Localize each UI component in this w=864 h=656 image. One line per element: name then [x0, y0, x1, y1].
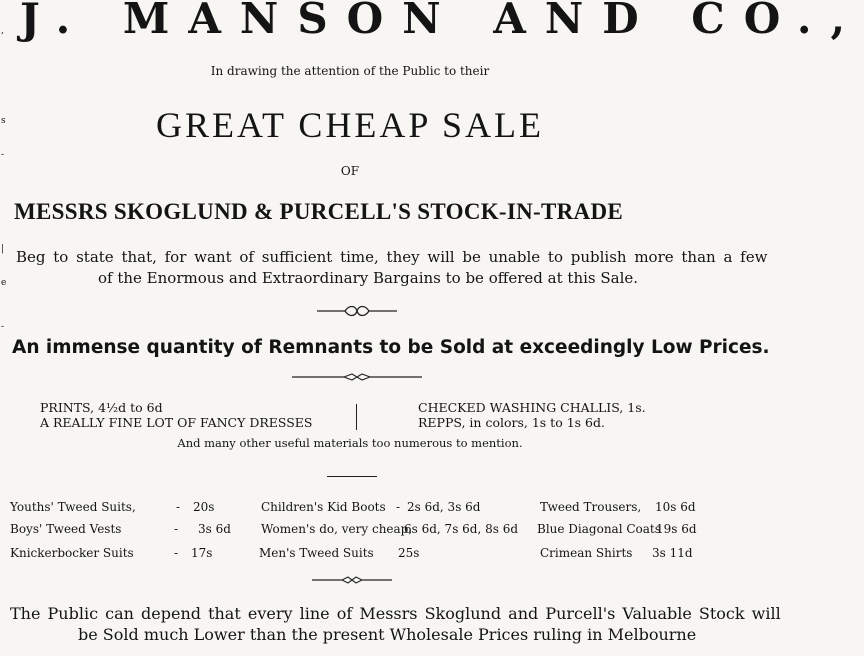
- price-value: 25s: [398, 546, 420, 560]
- notice-line-2: of the Enormous and Extraordinary Bargains to be offered at this Sale.: [98, 269, 639, 287]
- price-value: 19s 6d: [656, 522, 697, 536]
- offers-left: [40, 400, 313, 430]
- price-value: 6s 6d, 7s 6d, 8s 6d: [404, 522, 519, 536]
- offers-right: [418, 400, 646, 430]
- notice-line-1: Beg to state that, for want of sufficient time, they will be unable to publish more than a few: [16, 248, 768, 266]
- price-item: Knickerbocker Suits: [10, 546, 134, 560]
- offer-item: A REALLY FINE LOT OF FANCY DRESSES: [40, 415, 313, 430]
- footer-line-2: be Sold much Lower than the present Wholesale Prices ruling in Melbourne: [78, 625, 697, 644]
- of-line: OF: [340, 164, 360, 178]
- price-item: Boys' Tweed Vests: [10, 522, 122, 536]
- offer-item: CHECKED WASHING CHALLIS, 1s.: [418, 400, 646, 415]
- price-value: 3s 11d: [652, 546, 693, 560]
- many-other-line: And many other useful materials too numerous to mention.: [177, 436, 523, 450]
- rule-ornament-icon: [292, 371, 422, 383]
- footer-line-1: The Public can depend that every line of Messrs Skoglund and Purcell's Valuable Stock will: [10, 604, 781, 623]
- price-item: Tweed Trousers,: [540, 500, 642, 514]
- price-item: Crimean Shirts: [540, 546, 633, 560]
- page-edge-fragment: , s - | e -: [1, 26, 7, 332]
- price-value: 10s 6d: [655, 500, 696, 514]
- price-dash: -: [396, 500, 401, 514]
- column-divider: [356, 404, 357, 430]
- price-item: Men's Tweed Suits: [259, 546, 374, 560]
- stock-title: MESSRS SKOGLUND & PURCELL'S STOCK-IN-TRADE: [14, 199, 624, 224]
- price-dash: -: [174, 546, 179, 560]
- scroll-ornament-icon: [315, 304, 399, 318]
- offer-item: PRINTS, 4½d to 6d: [40, 400, 163, 415]
- short-rule: [327, 476, 377, 477]
- price-value: 20s: [193, 500, 215, 514]
- price-item: Children's Kid Boots: [261, 500, 386, 514]
- price-item: Women's do, very cheap,: [261, 522, 413, 536]
- rule-ornament-icon: [312, 574, 392, 586]
- price-value: 17s: [191, 546, 213, 560]
- offer-item: REPPS, in colors, 1s to 1s 6d.: [418, 415, 605, 430]
- remnants-headline: An immense quantity of Remnants to be Sold at exceedingly Low Prices.: [12, 337, 770, 358]
- sale-title: GREAT CHEAP SALE: [155, 105, 545, 145]
- price-value: 3s 6d: [198, 522, 231, 536]
- intro-line: In drawing the attention of the Public to their: [210, 64, 490, 78]
- firm-name: J. MANSON AND CO.,: [20, 0, 864, 43]
- price-item: Blue Diagonal Coats: [537, 522, 661, 536]
- price-dash: -: [176, 500, 181, 514]
- price-item: Youths' Tweed Suits,: [10, 500, 136, 514]
- price-dash: -: [174, 522, 179, 536]
- price-value: 2s 6d, 3s 6d: [407, 500, 481, 514]
